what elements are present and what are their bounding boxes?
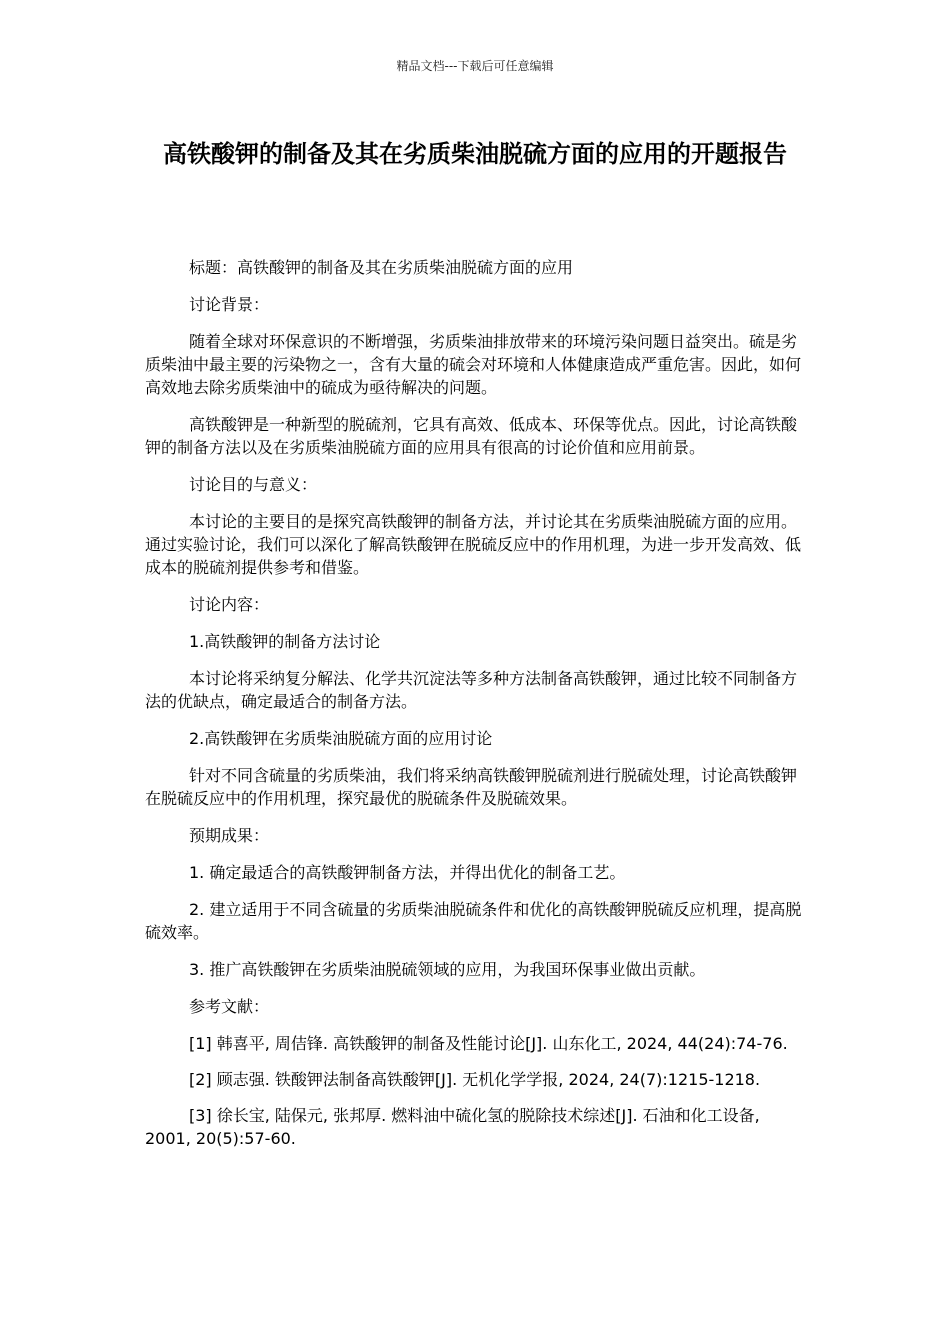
outcome-item-1: 1. 确定最适合的高铁酸钾制备方法，并得出优化的制备工艺。 bbox=[189, 863, 626, 882]
document-title: 高铁酸钾的制备及其在劣质柴油脱硫方面的应用的开题报告 bbox=[163, 140, 787, 168]
section-heading-content: 讨论内容： bbox=[189, 595, 270, 614]
reference-item-1: [1] 韩喜平, 周佶锋. 高铁酸钾的制备及性能讨论[J]. 山东化工, 2024, 44(24):74-76. bbox=[189, 1034, 788, 1053]
section-heading-outcomes: 预期成果： bbox=[189, 826, 270, 845]
background-paragraph-1: 随着全球对环保意识的不断增强，劣质柴油排放带来的环境污染问题日益突出。硫是劣质柴油中最主要的污染物之一，含有大量的硫会对环境和人体健康造成严重危害。因此，如何高效地去除劣质柴油中的硫成为亟待解决的问题。 bbox=[145, 332, 802, 397]
topic-line: 标题：高铁酸钾的制备及其在劣质柴油脱硫方面的应用 bbox=[189, 258, 574, 277]
background-paragraph-2: 高铁酸钾是一种新型的脱硫剂，它具有高效、低成本、环保等优点。因此，讨论高铁酸钾的制备方法以及在劣质柴油脱硫方面的应用具有很高的讨论价值和应用前景。 bbox=[145, 415, 798, 457]
header-note: 精品文档---下载后可任意编辑 bbox=[396, 59, 554, 73]
reference-item-3: [3] 徐长宝, 陆保元, 张邦厚. 燃料油中硫化氢的脱除技术综述[J]. 石油和化工设备, 2001, 20(5):57-60. bbox=[145, 1106, 760, 1148]
content-item-1-title: 1.高铁酸钾的制备方法讨论 bbox=[189, 632, 381, 651]
outcome-item-3: 3. 推广高铁酸钾在劣质柴油脱硫领域的应用，为我国环保事业做出贡献。 bbox=[189, 960, 706, 979]
section-heading-background: 讨论背景： bbox=[189, 295, 270, 314]
purpose-paragraph: 本讨论的主要目的是探究高铁酸钾的制备方法，并讨论其在劣质柴油脱硫方面的应用。通过实验讨论，我们可以深化了解高铁酸钾在脱硫反应中的作用机理，为进一步开发高效、低成本的脱硫剂提供参考和借鉴。 bbox=[145, 512, 802, 577]
section-heading-references: 参考文献： bbox=[189, 997, 270, 1016]
document-body bbox=[145, 256, 805, 1163]
outcome-item-2: 2. 建立适用于不同含硫量的劣质柴油脱硫条件和优化的高铁酸钾脱硫反应机理，提高脱硫效率。 bbox=[145, 900, 802, 942]
section-heading-purpose: 讨论目的与意义： bbox=[189, 475, 318, 494]
content-item-2-text: 针对不同含硫量的劣质柴油，我们将采纳高铁酸钾脱硫剂进行脱硫处理，讨论高铁酸钾在脱硫反应中的作用机理，探究最优的脱硫条件及脱硫效果。 bbox=[145, 766, 798, 808]
content-item-1-text: 本讨论将采纳复分解法、化学共沉淀法等多种方法制备高铁酸钾，通过比较不同制备方法的优缺点，确定最适合的制备方法。 bbox=[145, 669, 798, 711]
reference-item-2: [2] 顾志强. 铁酸钾法制备高铁酸钾[J]. 无机化学学报, 2024, 24(7):1215-1218. bbox=[189, 1070, 761, 1089]
content-item-2-title: 2.高铁酸钾在劣质柴油脱硫方面的应用讨论 bbox=[189, 729, 493, 748]
